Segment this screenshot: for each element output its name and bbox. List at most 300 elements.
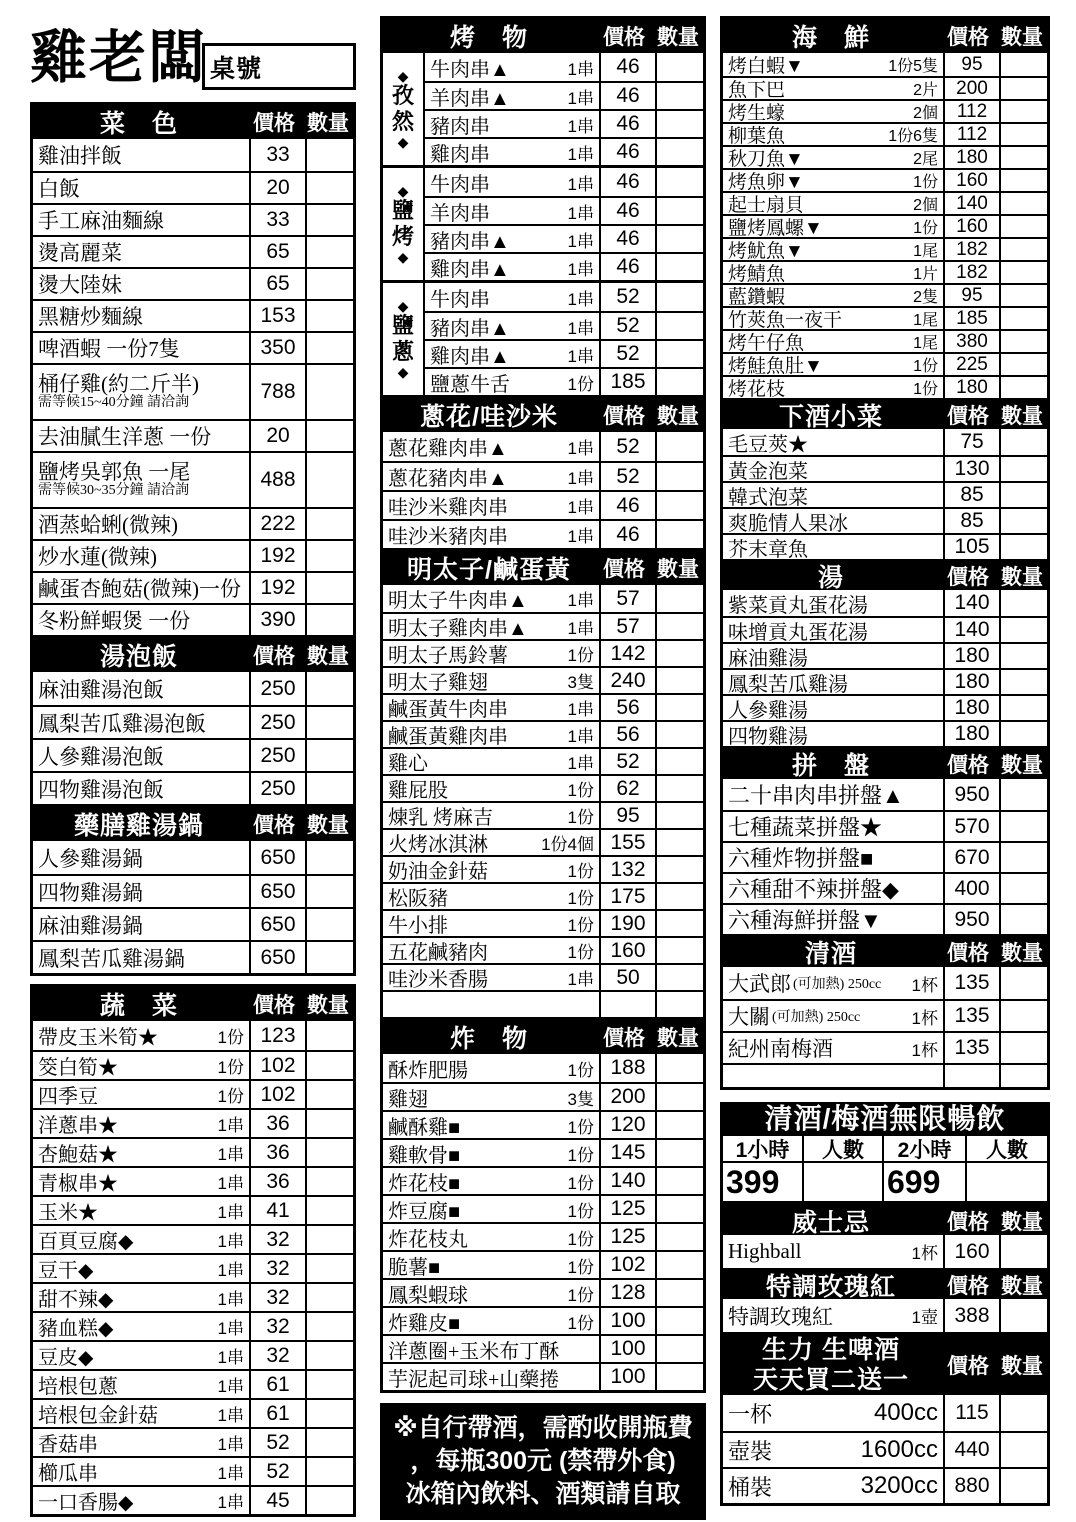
menu-item-row: [33, 1485, 353, 1514]
item-qty-input[interactable]: [305, 1139, 353, 1166]
qty-column-label: 數量: [657, 404, 699, 428]
item-unit: 1份5隻: [888, 58, 938, 75]
item-qty-input[interactable]: [999, 377, 1047, 398]
headcount-input[interactable]: [967, 1163, 1047, 1201]
item-unit: 1杯: [911, 1040, 938, 1060]
menu-item-row: [33, 1108, 353, 1137]
menu-item-row: [33, 1224, 353, 1253]
item-price: 100: [599, 1308, 655, 1334]
menu-item-row: [33, 705, 353, 738]
item-qty-input[interactable]: [655, 722, 703, 747]
section-fried: [380, 1017, 706, 1393]
item-qty-input[interactable]: [999, 1469, 1047, 1503]
item-unit: 1尾: [913, 243, 938, 260]
item-name: 百頁豆腐◆: [38, 1231, 134, 1253]
section-title: 蔬 菜: [99, 992, 178, 1020]
item-qty-input[interactable]: [655, 283, 703, 311]
item-name-cell: [33, 841, 249, 874]
item-unit: 1串: [567, 700, 594, 719]
item-qty-input[interactable]: [655, 830, 703, 855]
qty-column-label: 數量: [657, 25, 699, 49]
section-title: 威士忌: [791, 1209, 870, 1237]
item-price: 180: [943, 644, 999, 668]
item-qty-input[interactable]: [655, 492, 703, 519]
item-name: 炸花枝■: [388, 1172, 461, 1194]
item-unit: 1份: [567, 1201, 594, 1221]
item-price: 880: [943, 1469, 999, 1503]
item-price: 100: [599, 1364, 655, 1390]
grill-style-char: 蔥: [391, 338, 414, 364]
item-qty-input[interactable]: [655, 139, 703, 165]
item-price: 102: [599, 1252, 655, 1278]
item-qty-input[interactable]: [655, 1196, 703, 1222]
item-unit: 1串: [567, 231, 594, 251]
item-price: 32: [249, 1284, 305, 1311]
section-rose: [720, 1268, 1050, 1335]
item-qty-input[interactable]: [305, 269, 353, 299]
item-qty-input[interactable]: [655, 463, 703, 490]
item-price: 950: [943, 905, 999, 934]
item-name-cell: [383, 1084, 599, 1110]
item-name: 鹹蛋黃雞肉串: [388, 726, 508, 747]
item-qty-input[interactable]: [305, 1458, 353, 1485]
item-price: 61: [249, 1371, 305, 1398]
item-qty-input[interactable]: [305, 1255, 353, 1282]
item-qty-input[interactable]: [655, 857, 703, 882]
item-qty-input[interactable]: [305, 541, 353, 571]
item-price: 52: [599, 313, 655, 339]
item-price: 180: [943, 670, 999, 694]
item-name-cell: [33, 605, 249, 635]
item-qty-input[interactable]: [305, 333, 353, 363]
item-name-cell: [723, 1001, 943, 1031]
item-qty-input[interactable]: [305, 1081, 353, 1108]
item-name-cell: [425, 369, 599, 395]
item-name-cell: [425, 283, 599, 311]
item-price: 62: [599, 776, 655, 801]
item-name-cell: [33, 173, 249, 203]
item-qty-input[interactable]: [305, 1487, 353, 1514]
item-qty-input[interactable]: [655, 992, 703, 1017]
item-name-cell: [723, 239, 943, 260]
item-qty-input[interactable]: [305, 605, 353, 635]
qty-column-label: 數量: [1001, 25, 1043, 49]
item-qty-input[interactable]: [305, 1052, 353, 1079]
item-qty-input[interactable]: [999, 843, 1047, 872]
duration-label: 2小時: [884, 1136, 967, 1163]
menu-item-row: [723, 76, 1047, 99]
item-qty-input[interactable]: [999, 779, 1047, 810]
item-qty-input[interactable]: [999, 78, 1047, 99]
item-name-cell: [33, 1021, 249, 1050]
item-qty-input[interactable]: [999, 535, 1047, 559]
item-price: 132: [599, 857, 655, 882]
item-qty-input[interactable]: [655, 1252, 703, 1278]
item-qty-input[interactable]: [305, 173, 353, 203]
item-qty-input[interactable]: [655, 938, 703, 963]
menu-item-row: [723, 122, 1047, 145]
item-qty-input[interactable]: [655, 695, 703, 720]
item-price: 650: [249, 942, 305, 973]
item-qty-input[interactable]: [999, 967, 1047, 999]
section-grill: [380, 16, 706, 398]
menu-item-row: [383, 612, 703, 639]
item-qty-input[interactable]: [999, 696, 1047, 720]
item-name: 四物雞湯鍋: [38, 880, 143, 905]
item-qty-input[interactable]: [999, 53, 1047, 76]
item-name: 紀州南梅酒: [728, 1037, 833, 1061]
item-qty-input[interactable]: [999, 874, 1047, 903]
price-column-label: 價格: [947, 941, 989, 965]
menu-item-row: [425, 311, 703, 339]
item-name-cell: [723, 644, 943, 668]
item-name: 烤鯖魚: [728, 264, 786, 283]
item-name-cell: [33, 301, 249, 331]
menu-item-row: [33, 419, 353, 451]
item-qty-input[interactable]: [305, 453, 353, 507]
item-unit: 1串: [567, 116, 594, 136]
section-rows: [723, 779, 1047, 934]
item-name-cell: [383, 1280, 599, 1306]
item-qty-input[interactable]: [305, 1400, 353, 1427]
item-price: 160: [943, 170, 999, 191]
item-qty-input[interactable]: [999, 1433, 1047, 1467]
diamond-icon: ◆: [397, 248, 409, 265]
item-name: 七種蔬菜拼盤★: [728, 815, 883, 840]
item-qty-input[interactable]: [655, 168, 703, 196]
item-price: 85: [943, 483, 999, 507]
item-qty-input[interactable]: [999, 354, 1047, 375]
item-qty-input[interactable]: [655, 1112, 703, 1138]
menu-item-row: [383, 1250, 703, 1278]
menu-item-row: [383, 909, 703, 936]
qty-column-label: 數量: [307, 813, 349, 837]
item-qty-input[interactable]: [999, 124, 1047, 145]
item-price: 135: [943, 967, 999, 999]
menu-item-row: [33, 267, 353, 299]
item-name-cell: [723, 1235, 943, 1268]
item-qty-input[interactable]: [655, 226, 703, 252]
item-qty-input[interactable]: [655, 749, 703, 774]
section-header: [723, 1335, 1047, 1395]
item-name-cell: [383, 432, 599, 461]
item-price: 75: [943, 429, 999, 455]
item-qty-input[interactable]: [305, 1429, 353, 1456]
table-number-input[interactable]: [262, 46, 353, 87]
item-name-cell: [383, 1364, 599, 1390]
item-qty-input[interactable]: [999, 1033, 1047, 1063]
menu-item-row: [33, 299, 353, 331]
item-name-cell: [723, 1469, 943, 1503]
menu-item-row: [425, 109, 703, 137]
grill-style-items: [425, 53, 703, 165]
item-qty-input[interactable]: [999, 1235, 1047, 1268]
item-price: 192: [249, 541, 305, 571]
item-qty-input[interactable]: [305, 139, 353, 171]
item-qty-input[interactable]: [999, 101, 1047, 122]
item-qty-input[interactable]: [999, 216, 1047, 237]
item-name: 哇沙米豬肉串: [388, 526, 508, 548]
item-qty-input[interactable]: [655, 803, 703, 828]
section-seafood: [720, 16, 1050, 401]
menu-item-row: [33, 1311, 353, 1340]
section-header: [723, 1271, 1047, 1299]
qty-column-label: 數量: [1001, 565, 1043, 589]
section-header: [723, 937, 1047, 967]
section-mentaiko: [380, 548, 706, 1020]
item-qty-input[interactable]: [655, 111, 703, 137]
grill-style-char: 孜: [391, 83, 414, 109]
item-price: 32: [249, 1255, 305, 1282]
price-column-label: 價格: [603, 557, 645, 581]
qty-column-label: 數量: [307, 111, 349, 135]
item-name: 燙高麗菜: [38, 241, 122, 265]
section-header: [723, 401, 1047, 429]
item-unit: 1份: [913, 381, 938, 398]
section-header: [383, 551, 703, 585]
item-qty-input[interactable]: [999, 1299, 1047, 1332]
item-qty-input[interactable]: [655, 1140, 703, 1166]
item-qty-input[interactable]: [305, 301, 353, 331]
qty-column-label: 數量: [1001, 1210, 1043, 1234]
item-price: 388: [943, 1299, 999, 1332]
item-qty-input[interactable]: [999, 644, 1047, 668]
item-unit: 3200cc: [860, 1472, 938, 1499]
item-qty-input[interactable]: [305, 1168, 353, 1195]
item-name-cell: [723, 509, 943, 533]
item-qty-input[interactable]: [999, 457, 1047, 481]
item-price: 950: [943, 779, 999, 810]
item-qty-input[interactable]: [305, 841, 353, 874]
item-qty-input[interactable]: [655, 614, 703, 639]
item-qty-input[interactable]: [655, 1224, 703, 1250]
item-unit: 1份: [567, 1285, 594, 1305]
menu-item-row: [383, 693, 703, 720]
item-name-cell: [383, 884, 599, 909]
item-unit: 1串: [217, 1203, 244, 1222]
menu-item-row: [723, 616, 1047, 642]
item-name: 烤鮭魚肚▼: [728, 356, 823, 375]
item-name-cell: [425, 111, 599, 137]
menu-item-row: [723, 481, 1047, 507]
item-qty-input[interactable]: [655, 313, 703, 339]
item-name-cell: [723, 1299, 943, 1332]
item-qty-input[interactable]: [305, 509, 353, 539]
unlimited-drink-block: [720, 1102, 1050, 1204]
item-name-detail: (可加熱) 250cc: [793, 977, 882, 992]
item-name-cell: [33, 453, 249, 507]
item-name-cell: [383, 1224, 599, 1250]
item-qty-input[interactable]: [305, 1342, 353, 1369]
price-column-label: 價格: [253, 111, 295, 135]
item-qty-input[interactable]: [999, 429, 1047, 455]
item-unit: 1杯: [911, 975, 938, 995]
item-qty-input[interactable]: [305, 1021, 353, 1050]
item-qty-input[interactable]: [999, 670, 1047, 694]
item-qty-input[interactable]: [999, 308, 1047, 329]
menu-item-row: [33, 539, 353, 571]
item-qty-input[interactable]: [305, 909, 353, 940]
item-unit: 3隻: [567, 673, 594, 692]
item-qty-input[interactable]: [655, 521, 703, 548]
item-qty-input[interactable]: [655, 198, 703, 224]
item-qty-input[interactable]: [655, 1308, 703, 1334]
grill-style-group: [383, 280, 703, 395]
unlimited-price: 399: [723, 1163, 804, 1201]
item-qty-input[interactable]: [999, 1001, 1047, 1031]
item-name-cell: [383, 585, 599, 612]
item-qty-input[interactable]: [999, 905, 1047, 934]
item-qty-input[interactable]: [655, 254, 703, 280]
item-name-cell: [33, 1342, 249, 1369]
menu-item-row: [33, 1079, 353, 1108]
item-qty-input[interactable]: [655, 83, 703, 109]
item-price: 250: [249, 707, 305, 738]
item-qty-input[interactable]: [655, 965, 703, 990]
item-name: 培根包蔥: [38, 1376, 118, 1398]
item-name: 洋蔥圈+玉米布丁酥: [388, 1340, 560, 1362]
item-price: 52: [599, 463, 655, 490]
item-qty-input[interactable]: [655, 585, 703, 612]
item-name: 鹽蔥牛舌: [430, 373, 510, 395]
menu-item-row: [33, 1398, 353, 1427]
item-qty-input[interactable]: [305, 1197, 353, 1224]
item-qty-input[interactable]: [655, 1084, 703, 1110]
item-qty-input[interactable]: [655, 53, 703, 81]
item-name: 炸花枝丸: [388, 1228, 468, 1250]
item-name: 鹹蛋杏鮑菇(微辣)一份: [38, 577, 241, 601]
item-qty-input[interactable]: [999, 331, 1047, 352]
item-name-detail: (可加熱) 250cc: [772, 1010, 861, 1025]
item-name: 啤酒蝦 一份7隻: [38, 337, 180, 361]
item-qty-input[interactable]: [305, 1371, 353, 1398]
price-column-label: 價格: [603, 404, 645, 428]
menu-item-row: [383, 1138, 703, 1166]
menu-item-row: [383, 1334, 703, 1362]
item-name-cell: [33, 1487, 249, 1514]
item-qty-input[interactable]: [305, 365, 353, 419]
item-name: 哇沙米香腸: [388, 969, 488, 990]
section-title: 海 鮮: [791, 24, 870, 52]
item-unit: 2片: [913, 82, 938, 99]
item-qty-input[interactable]: [655, 641, 703, 666]
item-qty-input[interactable]: [999, 483, 1047, 507]
menu-item-row: [425, 224, 703, 252]
item-qty-input[interactable]: [999, 193, 1047, 214]
item-name-cell: [723, 193, 943, 214]
item-qty-input[interactable]: [655, 884, 703, 909]
item-price: 115: [943, 1395, 999, 1431]
item-qty-input[interactable]: [305, 773, 353, 804]
item-qty-input[interactable]: [305, 672, 353, 705]
item-qty-input[interactable]: [305, 876, 353, 907]
section-header: [723, 1207, 1047, 1235]
item-name-cell: [425, 313, 599, 339]
item-name: 人參雞湯鍋: [38, 846, 143, 871]
item-unit: 1串: [217, 1406, 244, 1425]
item-price: 200: [943, 78, 999, 99]
item-qty-input[interactable]: [305, 237, 353, 267]
item-qty-input[interactable]: [999, 262, 1047, 283]
item-qty-input[interactable]: [999, 812, 1047, 841]
item-name: 人參雞湯: [728, 699, 808, 720]
item-qty-input[interactable]: [999, 618, 1047, 642]
item-qty-input[interactable]: [305, 421, 353, 451]
item-unit: 1份: [567, 781, 594, 800]
item-name-cell: [383, 965, 599, 990]
item-unit: 1串: [217, 1145, 244, 1164]
item-price: 46: [599, 198, 655, 224]
item-name: 雞油拌飯: [38, 144, 122, 168]
item-qty-input[interactable]: [655, 776, 703, 801]
section-rows: [383, 585, 703, 1017]
diamond-icon: ◆: [397, 183, 409, 200]
item-qty-input[interactable]: [305, 1284, 353, 1311]
item-qty-input[interactable]: [655, 1280, 703, 1306]
item-qty-input[interactable]: [655, 1336, 703, 1362]
item-name: 鳳梨蝦球: [388, 1284, 468, 1306]
item-name: 六種炸物拼盤■: [728, 846, 874, 871]
item-price: 488: [249, 453, 305, 507]
item-price: 788: [249, 365, 305, 419]
item-name-cell: [723, 429, 943, 455]
item-qty-input[interactable]: [305, 1313, 353, 1340]
item-qty-input[interactable]: [655, 1364, 703, 1390]
item-unit: 1份: [217, 1058, 244, 1077]
item-qty-input[interactable]: [999, 170, 1047, 191]
item-name-cell: [723, 124, 943, 145]
item-qty-input[interactable]: [305, 205, 353, 235]
item-qty-input[interactable]: [305, 1110, 353, 1137]
item-name: 哇沙米雞肉串: [388, 497, 508, 519]
item-qty-input[interactable]: [305, 740, 353, 771]
item-qty-input[interactable]: [305, 573, 353, 603]
item-qty-input[interactable]: [999, 722, 1047, 746]
headcount-input[interactable]: [804, 1163, 884, 1201]
menu-item-row: [723, 1299, 1047, 1332]
item-qty-input[interactable]: [655, 1054, 703, 1082]
item-qty-input[interactable]: [305, 1226, 353, 1253]
section-title: 湯: [817, 564, 844, 592]
item-name-cell: [383, 1308, 599, 1334]
item-qty-input[interactable]: [655, 668, 703, 693]
menu-item-row: [33, 1021, 353, 1050]
item-qty-input[interactable]: [305, 942, 353, 973]
item-qty-input[interactable]: [655, 911, 703, 936]
section-rows: [723, 590, 1047, 746]
item-qty-input[interactable]: [655, 432, 703, 461]
item-qty-input[interactable]: [999, 147, 1047, 168]
item-unit: 1份: [913, 220, 938, 237]
item-qty-input[interactable]: [655, 341, 703, 367]
item-unit: 1600cc: [860, 1436, 938, 1463]
item-qty-input[interactable]: [999, 590, 1047, 616]
item-qty-input[interactable]: [999, 1395, 1047, 1431]
item-qty-input[interactable]: [999, 1065, 1047, 1087]
item-qty-input[interactable]: [655, 369, 703, 395]
menu-item-row: [425, 283, 703, 311]
menu-item-row: [33, 1137, 353, 1166]
item-qty-input[interactable]: [305, 707, 353, 738]
item-qty-input[interactable]: [999, 285, 1047, 306]
item-name-cell: [723, 618, 943, 642]
item-price: 650: [249, 841, 305, 874]
item-price: 56: [599, 695, 655, 720]
menu-item-row: [425, 196, 703, 224]
item-qty-input[interactable]: [999, 509, 1047, 533]
item-qty-input[interactable]: [999, 239, 1047, 260]
item-qty-input[interactable]: [655, 1168, 703, 1194]
